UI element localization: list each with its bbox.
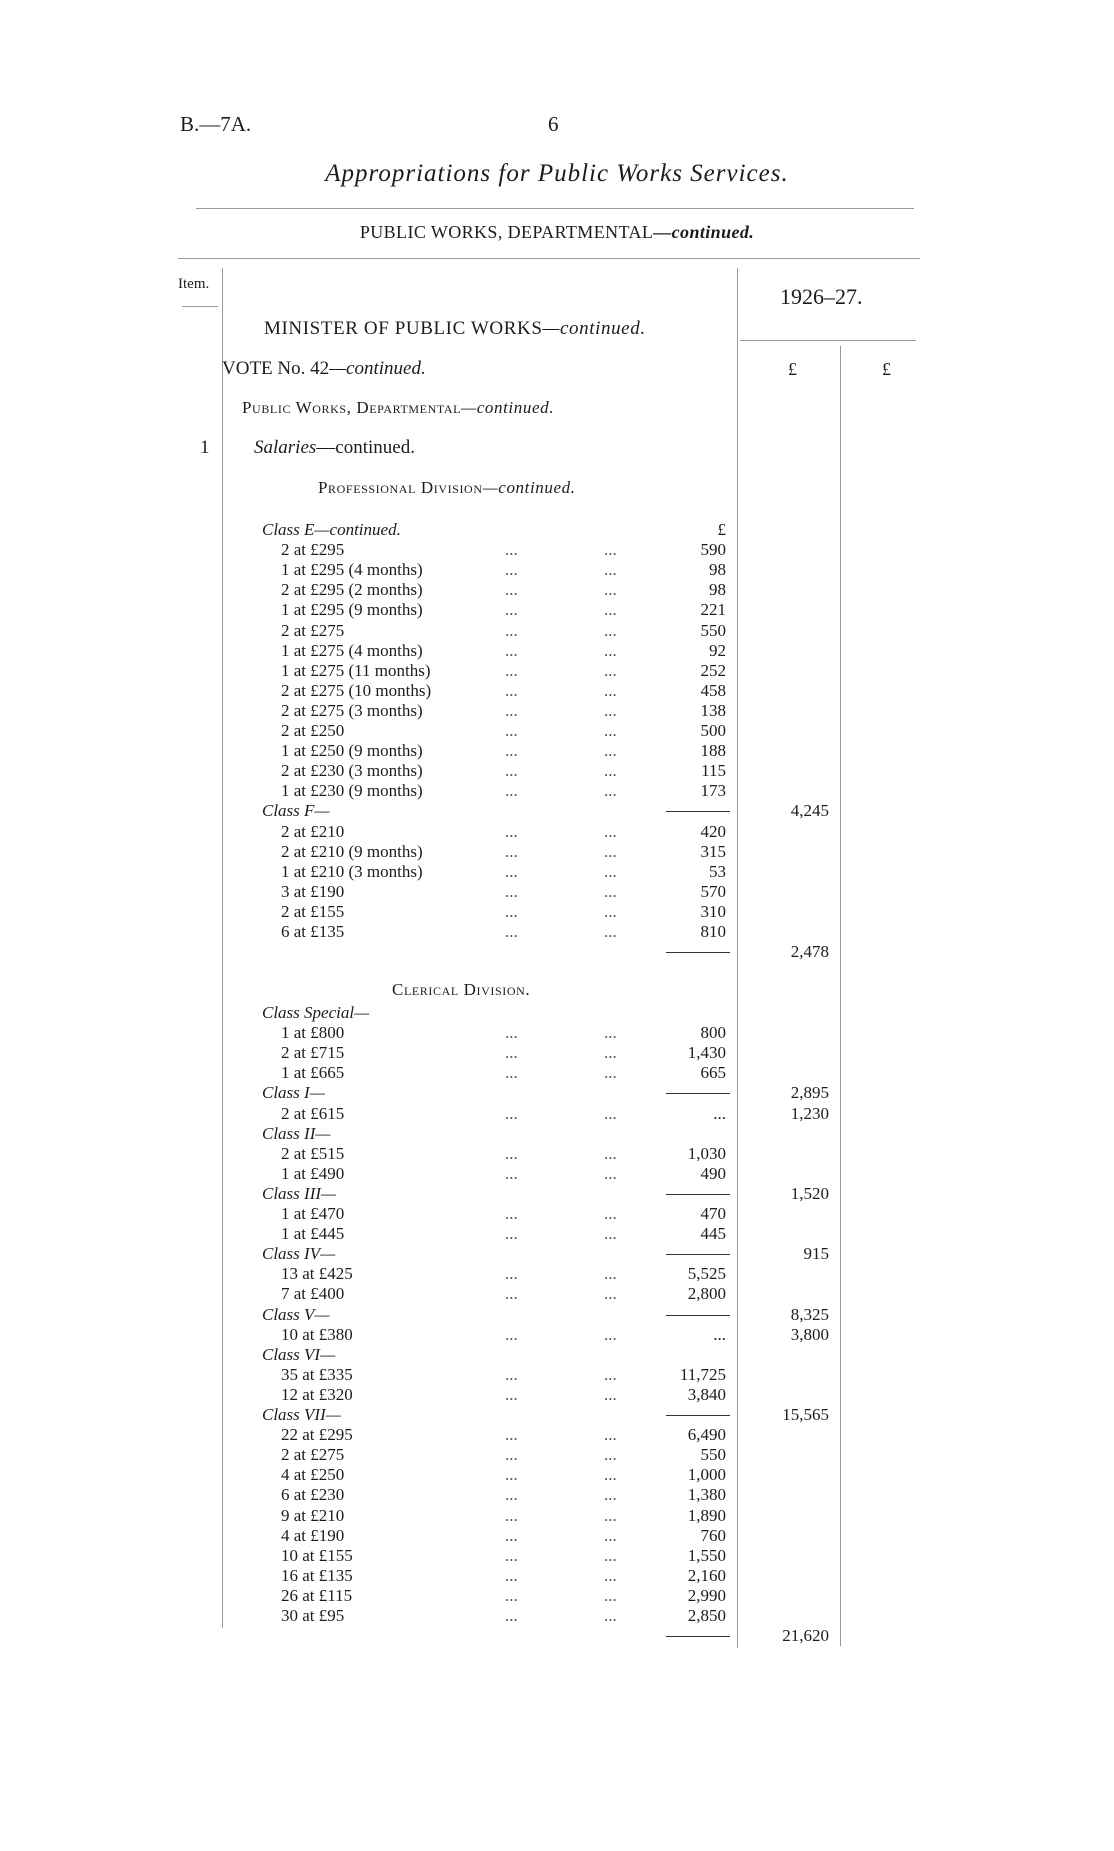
row-label: 2 at £275: [281, 620, 345, 640]
leader-dots: ...: [505, 1465, 518, 1485]
subtitle-main: PUBLIC WORKS, DEPARTMENTAL: [359, 222, 654, 242]
leader-dots: ...: [505, 861, 518, 881]
leader-dots: ...: [604, 1043, 617, 1063]
table-row: [0, 1144, 1114, 1164]
class-label: Class Special—: [262, 1003, 370, 1022]
leader-dots: ...: [505, 660, 518, 680]
row-label: 35 at £335: [281, 1364, 353, 1384]
leader-dots: ...: [505, 640, 518, 660]
leader-dots: ...: [604, 922, 617, 941]
line-amount: 92: [709, 640, 726, 660]
line-amount: 500: [700, 721, 726, 740]
professional-division-label: Professional Division: [318, 478, 483, 497]
line-amount: 665: [700, 1063, 726, 1083]
class-heading-row: [0, 1184, 1114, 1204]
row-label: 22 at £295: [281, 1425, 353, 1445]
leader-dots: ...: [604, 1585, 617, 1605]
salaries-heading: [254, 437, 415, 459]
minister-label: MINISTER OF PUBLIC WORKS: [264, 318, 543, 339]
row-label: 3 at £190: [281, 881, 345, 901]
leader-dots: ...: [505, 700, 518, 720]
item-label-underline: [182, 306, 218, 307]
leader-dots: ...: [505, 540, 518, 560]
pound-column-a: £: [788, 359, 797, 379]
line-amount: 1,890: [687, 1505, 726, 1525]
table-row: [0, 862, 1114, 882]
table-row: [0, 842, 1114, 862]
line-amount: 810: [700, 922, 726, 941]
line-amount: 6,490: [687, 1425, 726, 1445]
table-row: [0, 1224, 1114, 1244]
leader-dots: ...: [604, 640, 617, 660]
vote-heading: [222, 358, 426, 380]
leader-dots: ...: [604, 1565, 617, 1585]
table-row: [0, 1063, 1114, 1083]
row-label: 13 at £425: [281, 1264, 353, 1284]
class-heading-row: [0, 1124, 1114, 1144]
leader-dots: ...: [505, 1284, 518, 1304]
professional-division-continued: —continued.: [482, 478, 576, 497]
leader-dots: ...: [604, 1143, 617, 1163]
leader-dots: ...: [604, 821, 617, 841]
table-row: [0, 902, 1114, 922]
row-label: 1 at £250 (9 months): [281, 741, 423, 761]
table-row: [0, 1164, 1114, 1184]
line-amount: 310: [700, 901, 726, 921]
class-label: Class E—continued.: [262, 520, 401, 539]
row-label: 2 at £230 (3 months): [281, 761, 423, 781]
class-heading-row: [0, 520, 1114, 540]
page-title: Appropriations for Public Works Services.: [325, 160, 789, 187]
leader-dots: ...: [604, 1324, 617, 1344]
class-label: Class VII—: [262, 1405, 341, 1424]
vote-continued: —continued.: [329, 358, 426, 379]
line-amount: 550: [700, 620, 726, 640]
year-underline: [740, 340, 916, 341]
subtotal-rule: [666, 1415, 730, 1416]
line-amount: 1,430: [687, 1043, 726, 1063]
leader-dots: ...: [604, 540, 617, 560]
subtotal-amount: 15,565: [782, 1405, 829, 1424]
line-amount: 252: [700, 660, 726, 680]
class-heading-row: [0, 1345, 1114, 1365]
table-row: [0, 681, 1114, 701]
table-top-rule: [178, 258, 920, 259]
row-label: 1 at £275 (4 months): [281, 640, 423, 660]
leader-dots: ...: [604, 1224, 617, 1244]
public-works-label: Public Works, Departmental: [242, 398, 462, 417]
table-row: [0, 1445, 1114, 1465]
line-amount: 1,380: [687, 1485, 726, 1505]
table-row: [0, 1566, 1114, 1586]
row-label: 2 at £210: [281, 821, 345, 841]
leader-dots: ...: [604, 1163, 617, 1183]
subtotal-rule: [666, 1254, 730, 1255]
item-number: 1: [200, 437, 210, 458]
leader-dots: ...: [505, 1606, 518, 1625]
line-amount: 470: [700, 1204, 726, 1223]
row-label: 1 at £490: [281, 1163, 345, 1183]
leader-dots: ...: [505, 1565, 518, 1585]
class-heading-row: [0, 801, 1114, 821]
row-label: 10 at £380: [281, 1324, 353, 1344]
row-label: 1 at £295 (9 months): [281, 600, 423, 620]
table-row: [0, 1023, 1114, 1043]
document-reference: B.—7A.: [180, 112, 252, 136]
leader-dots: ...: [505, 620, 518, 640]
pound-column-b: £: [882, 359, 891, 379]
leader-dots: ...: [604, 1445, 617, 1465]
leader-dots: ...: [604, 580, 617, 600]
leader-dots: ...: [505, 1103, 518, 1123]
line-amount: 445: [700, 1224, 726, 1244]
table-row: [0, 1385, 1114, 1405]
table-row: [0, 822, 1114, 842]
leader-dots: ...: [505, 1163, 518, 1183]
leader-dots: ...: [604, 1204, 617, 1223]
line-amount: 490: [700, 1163, 726, 1183]
leader-dots: ...: [604, 781, 617, 801]
subtotal-rule: [666, 811, 730, 812]
item-column-label: Item.: [178, 276, 210, 292]
leader-dots: ...: [505, 1485, 518, 1505]
page-number: 6: [548, 112, 559, 136]
table-row: [0, 1284, 1114, 1304]
row-label: 6 at £230: [281, 1485, 345, 1505]
leader-dots: ...: [604, 1425, 617, 1445]
table-row: [0, 600, 1114, 620]
leader-dots: ...: [505, 1023, 518, 1043]
leader-dots: ...: [604, 861, 617, 881]
class-label: Class VI—: [262, 1344, 336, 1364]
leader-dots: ...: [505, 721, 518, 740]
vote-label: VOTE No. 42: [222, 358, 330, 379]
minister-heading: [264, 318, 646, 340]
table-row: [0, 1506, 1114, 1526]
line-amount: 420: [700, 821, 726, 841]
table-row: [0, 1425, 1114, 1445]
leader-dots: ...: [604, 1023, 617, 1043]
leader-dots: ...: [604, 721, 617, 740]
subtotal-rule: [666, 1636, 730, 1637]
row-label: 12 at £320: [281, 1384, 353, 1404]
leader-dots: ...: [505, 1505, 518, 1525]
table-row: [0, 781, 1114, 801]
leader-dots: ...: [604, 1545, 617, 1565]
row-label: 30 at £95: [281, 1606, 345, 1625]
line-amount: 188: [700, 741, 726, 761]
line-amount: 53: [709, 861, 726, 881]
leader-dots: ...: [604, 600, 617, 620]
class-heading-row: [0, 1003, 1114, 1023]
leader-dots: ...: [505, 1324, 518, 1344]
leader-dots: ...: [505, 901, 518, 921]
leader-dots: ...: [505, 600, 518, 620]
leader-dots: ...: [604, 1465, 617, 1485]
year-heading: 1926–27.: [780, 284, 863, 309]
leader-dots: ...: [505, 841, 518, 861]
line-amount: 458: [700, 680, 726, 700]
row-label: 2 at £275 (3 months): [281, 700, 423, 720]
row-label: 9 at £210: [281, 1505, 345, 1525]
line-amount: 115: [701, 761, 726, 781]
table-row: [0, 1606, 1114, 1626]
leader-dots: ...: [604, 620, 617, 640]
table-row: [0, 580, 1114, 600]
line-amount: 1,000: [687, 1465, 726, 1485]
row-label: 2 at £515: [281, 1143, 345, 1163]
line-amount: 760: [700, 1525, 726, 1545]
leader-dots: ...: [505, 1063, 518, 1083]
line-amount: 315: [700, 841, 726, 861]
row-label: 1 at £210 (3 months): [281, 861, 423, 881]
row-label: 1 at £665: [281, 1063, 345, 1083]
leader-dots: ...: [505, 741, 518, 761]
subtotal-rule: [666, 1093, 730, 1094]
line-amount: 138: [700, 700, 726, 720]
leader-dots: ...: [604, 660, 617, 680]
leader-dots: ...: [604, 881, 617, 901]
leader-dots: ...: [505, 881, 518, 901]
class-label: Class V—: [262, 1304, 330, 1324]
leader-dots: ...: [604, 1063, 617, 1083]
row-label: 2 at £275 (10 months): [281, 680, 432, 700]
class-label: Class IV—: [262, 1244, 336, 1264]
leader-dots: ...: [505, 761, 518, 781]
leader-dots: ...: [604, 761, 617, 781]
line-amount: £: [717, 520, 726, 539]
row-label: 1 at £275 (11 months): [281, 660, 431, 680]
line-amount: ...: [713, 1324, 726, 1344]
table-row: [0, 1365, 1114, 1385]
line-amount: 1,550: [687, 1545, 726, 1565]
table-row: [0, 661, 1114, 681]
line-amount: 2,160: [687, 1565, 726, 1585]
leader-dots: ...: [604, 1606, 617, 1625]
minister-continued: —continued.: [542, 318, 646, 339]
salaries-label: Salaries: [254, 437, 317, 458]
table-row: [0, 1526, 1114, 1546]
leader-dots: ...: [604, 901, 617, 921]
row-label: 2 at £295: [281, 540, 345, 560]
row-label: 2 at £250: [281, 721, 345, 740]
line-amount: 11,725: [679, 1364, 726, 1384]
leader-dots: ...: [505, 1204, 518, 1223]
leader-dots: ...: [505, 1143, 518, 1163]
row-label: 16 at £135: [281, 1565, 353, 1585]
class-label: Class F—: [262, 801, 330, 821]
leader-dots: ...: [505, 1525, 518, 1545]
table-row: [0, 1325, 1114, 1345]
subtotal-rule: [666, 1194, 730, 1195]
leader-dots: ...: [604, 680, 617, 700]
subtotal-amount: 21,620: [782, 1626, 829, 1646]
leader-dots: ...: [604, 700, 617, 720]
table-row: [0, 761, 1114, 781]
line-amount: 590: [700, 540, 726, 560]
table-row: [0, 1465, 1114, 1485]
leader-dots: ...: [604, 1525, 617, 1545]
title-rule: [196, 208, 914, 209]
leader-dots: ...: [604, 1364, 617, 1384]
subtotal-amount: 1,230: [790, 1103, 829, 1123]
public-works-continued: —continued.: [461, 398, 555, 417]
leader-dots: ...: [505, 1043, 518, 1063]
subtotal-amount: 1,520: [790, 1183, 829, 1203]
row-label: 2 at £295 (2 months): [281, 580, 423, 600]
leader-dots: ...: [505, 781, 518, 801]
line-amount: 570: [700, 881, 726, 901]
salaries-continued: —continued.: [316, 437, 415, 458]
line-amount: 5,525: [687, 1264, 726, 1284]
table-row: [0, 1043, 1114, 1063]
leader-dots: ...: [505, 922, 518, 941]
subtotal-rule: [666, 952, 730, 953]
leader-dots: ...: [604, 1505, 617, 1525]
table-row: [0, 882, 1114, 902]
subtotal-amount: 4,245: [790, 801, 829, 821]
table-row: [0, 560, 1114, 580]
leader-dots: ...: [604, 1284, 617, 1304]
subtotal-amount: 915: [803, 1244, 829, 1264]
public-works-heading: [242, 398, 554, 418]
class-label: Class I—: [262, 1083, 325, 1103]
row-label: 4 at £190: [281, 1525, 345, 1545]
subtitle-continued: —continued.: [653, 222, 755, 242]
row-label: 7 at £400: [281, 1284, 345, 1304]
leader-dots: ...: [604, 560, 617, 580]
table-row: [0, 1264, 1114, 1284]
table-row: [0, 1204, 1114, 1224]
professional-division-heading: [318, 478, 576, 498]
leader-dots: ...: [505, 580, 518, 600]
table-row: [0, 1485, 1114, 1505]
line-amount: 2,850: [687, 1606, 726, 1625]
line-amount: 3,840: [687, 1384, 726, 1404]
line-amount: 550: [700, 1445, 726, 1465]
section-subtitle: [0, 222, 1114, 243]
leader-dots: ...: [604, 1103, 617, 1123]
table-row: [0, 721, 1114, 741]
row-label: 6 at £135: [281, 922, 345, 941]
row-label: 2 at £715: [281, 1043, 345, 1063]
row-label: 1 at £445: [281, 1224, 345, 1244]
subtotal-amount: 3,800: [790, 1324, 829, 1344]
leader-dots: ...: [505, 1384, 518, 1404]
class-heading-row: [0, 1244, 1114, 1264]
subtotal-amount: 8,325: [790, 1304, 829, 1324]
subtotal-rule: [666, 1315, 730, 1316]
table-row: [0, 1586, 1114, 1606]
leader-dots: ...: [604, 1264, 617, 1284]
leader-dots: ...: [505, 1264, 518, 1284]
table-row: [0, 922, 1114, 942]
table-row: [0, 741, 1114, 761]
class-heading-row: [0, 1083, 1114, 1103]
table-row: [0, 1546, 1114, 1566]
line-amount: 173: [700, 781, 726, 801]
leader-dots: ...: [505, 1425, 518, 1445]
subtotal-amount: 2,895: [790, 1083, 829, 1103]
line-amount: 221: [700, 600, 726, 620]
leader-dots: ...: [505, 560, 518, 580]
leader-dots: ...: [604, 841, 617, 861]
table-row: [0, 540, 1114, 560]
leader-dots: ...: [505, 1224, 518, 1244]
clerical-division-heading: Clerical Division.: [392, 980, 531, 999]
leader-dots: ...: [505, 1585, 518, 1605]
subtotal-amount: 2,478: [790, 942, 829, 962]
row-label: 2 at £155: [281, 901, 345, 921]
class-heading-row: [0, 1405, 1114, 1425]
table-row: [0, 621, 1114, 641]
leader-dots: ...: [505, 1445, 518, 1465]
row-label: 1 at £230 (9 months): [281, 781, 423, 801]
row-label: 1 at £800: [281, 1023, 345, 1043]
row-label: 2 at £615: [281, 1103, 345, 1123]
leader-dots: ...: [604, 1485, 617, 1505]
table-row: [0, 1626, 1114, 1646]
table-row: [0, 1104, 1114, 1124]
leader-dots: ...: [604, 1384, 617, 1404]
class-label: Class III—: [262, 1183, 337, 1203]
leader-dots: ...: [505, 680, 518, 700]
line-amount: 98: [709, 580, 726, 600]
table-row: [0, 701, 1114, 721]
row-label: 26 at £115: [281, 1585, 353, 1605]
leader-dots: ...: [505, 1364, 518, 1384]
row-label: 1 at £295 (4 months): [281, 560, 423, 580]
line-amount: 1,030: [687, 1143, 726, 1163]
leader-dots: ...: [604, 741, 617, 761]
line-amount: 800: [700, 1023, 726, 1043]
row-label: 1 at £470: [281, 1204, 345, 1223]
leader-dots: ...: [505, 1545, 518, 1565]
line-amount: 2,990: [687, 1585, 726, 1605]
row-label: 4 at £250: [281, 1465, 345, 1485]
row-label: 2 at £275: [281, 1445, 345, 1465]
row-label: 2 at £210 (9 months): [281, 841, 423, 861]
line-amount: 2,800: [687, 1284, 726, 1304]
row-label: 10 at £155: [281, 1545, 353, 1565]
class-label: Class II—: [262, 1123, 331, 1143]
line-amount: ...: [713, 1103, 726, 1123]
leader-dots: ...: [505, 821, 518, 841]
line-amount: 98: [709, 560, 726, 580]
table-row: [0, 942, 1114, 962]
table-row: [0, 641, 1114, 661]
class-heading-row: [0, 1305, 1114, 1325]
